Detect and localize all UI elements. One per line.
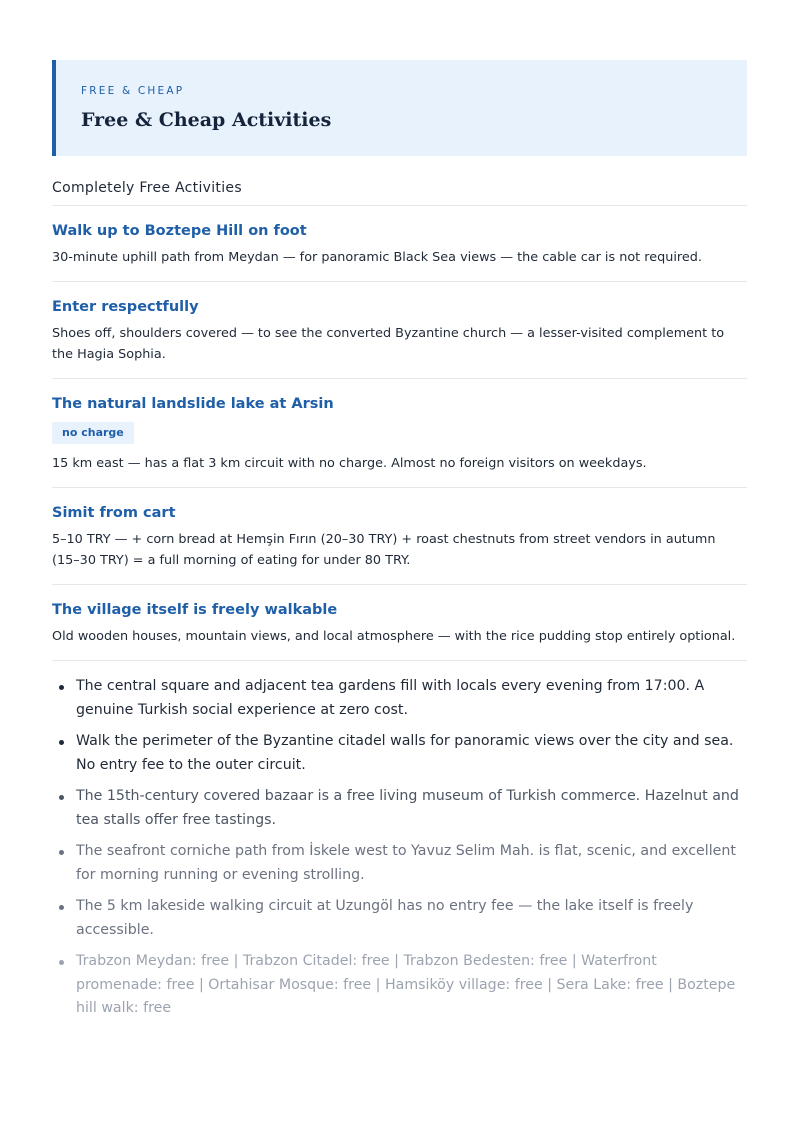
tip-item xyxy=(52,950,747,1021)
activity-title: The natural landslide lake at Arsin xyxy=(52,396,334,412)
activity-description: 15 km east — has a flat 3 km circuit with no charge. Almost no foreign visitors on weekdays. xyxy=(52,456,647,471)
activity-item xyxy=(52,585,747,661)
activity-title: Walk up to Boztepe Hill on foot xyxy=(52,223,307,239)
tip-text: The 15th-century covered bazaar is a free living museum of Turkish commerce. Hazelnut and tea stalls offer free tastings. xyxy=(76,788,739,828)
bullet-icon xyxy=(59,905,64,910)
section-heading: Completely Free Activities xyxy=(52,179,747,206)
activity-item xyxy=(52,206,747,282)
activity-description: 30-minute uphill path from Meydan — for panoramic Black Sea views — the cable car is not required. xyxy=(52,250,702,265)
activity-title: Simit from cart xyxy=(52,505,176,521)
activity-title: The village itself is freely walkable xyxy=(52,602,338,618)
tip-item xyxy=(52,675,747,722)
tip-item xyxy=(52,895,747,942)
tip-item xyxy=(52,730,747,777)
activity-description: Old wooden houses, mountain views, and local atmosphere — with the rice pudding stop entirely optional. xyxy=(52,629,736,644)
bullet-icon xyxy=(59,685,64,690)
tip-item xyxy=(52,785,747,832)
section-banner xyxy=(52,60,747,156)
tips-list xyxy=(52,675,747,1021)
tip-item xyxy=(52,840,747,887)
activity-title: Enter respectfully xyxy=(52,299,199,315)
bullet-icon xyxy=(59,740,64,745)
bullet-icon xyxy=(59,960,64,965)
price-badge: no charge xyxy=(52,422,134,444)
tip-text: The seafront corniche path from İskele west to Yavuz Selim Mah. is flat, scenic, and excellent for morning running or evening strolling. xyxy=(76,843,736,883)
banner-eyebrow: FREE & CHEAP xyxy=(81,85,185,97)
bullet-icon xyxy=(59,850,64,855)
activity-item xyxy=(52,488,747,585)
tip-text: Trabzon Meydan: free | Trabzon Citadel: free | Trabzon Bedesten: free | Waterfront promenade: free | Ortahisar Mosque: free | Hamsiköy village: free | Sera Lake: free | Boztepe hill walk: free xyxy=(76,953,736,1016)
activity-description: Shoes off, shoulders covered — to see the converted Byzantine church — a lesser-visited complement to the Hagia Sophia. xyxy=(52,326,725,362)
activity-description: 5–10 TRY — + corn bread at Hemşin Fırın (20–30 TRY) + roast chestnuts from street vendors in autumn (15–30 TRY) = a full morning of eating for under 80 TRY. xyxy=(52,532,716,568)
tip-text: The 5 km lakeside walking circuit at Uzungöl has no entry fee — the lake itself is freely accessible. xyxy=(76,898,694,938)
banner-title: Free & Cheap Activities xyxy=(81,109,332,131)
activity-item xyxy=(52,379,747,488)
tip-text: The central square and adjacent tea gardens fill with locals every evening from 17:00. A genuine Turkish social experience at zero cost. xyxy=(76,678,705,718)
tip-text: Walk the perimeter of the Byzantine citadel walls for panoramic views over the city and sea. No entry fee to the outer circuit. xyxy=(76,733,734,773)
bullet-icon xyxy=(59,795,64,800)
activity-item xyxy=(52,282,747,379)
